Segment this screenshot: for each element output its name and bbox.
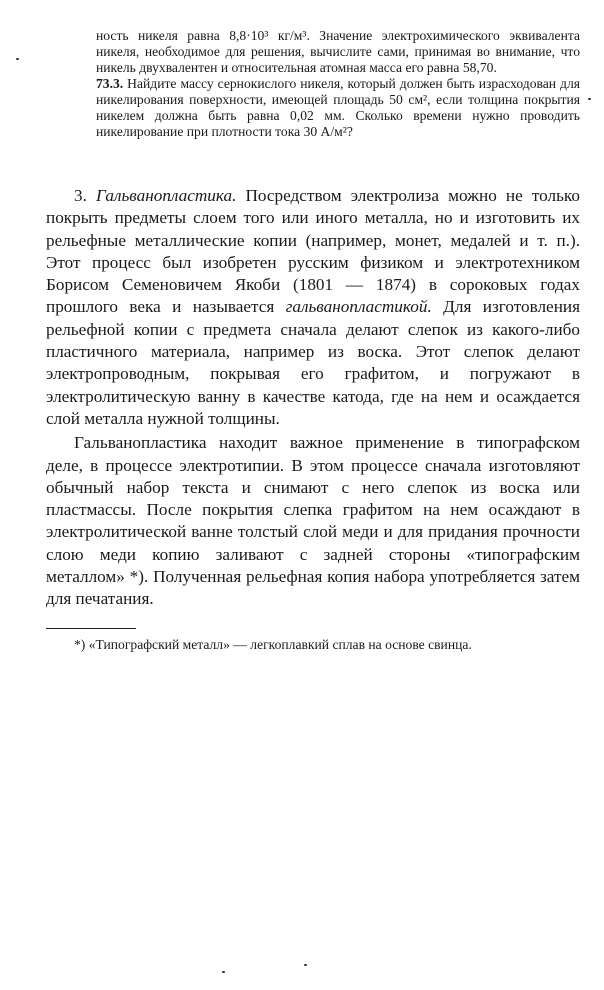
print-speck [16, 58, 19, 60]
paragraph-1-part-2: Для изготовления рельефной копии с предмета сначала делают слепок из какого-либо пластичного материала, например из воска. Этот слепок делают электропроводным, покрывая его графитом, и погружают в электролитическую ванну в качестве катода, где на нем и осаждается слой металла нужной толщины. [46, 297, 580, 428]
paragraph-1-part-1: Посредством электролиза можно не только покрыть предметы слоем того или иного металла, но и изготовить их рельефные металлические копии (например, монет, медалей и т. п.). Этот процесс был изобретен русским физиком и электротехником Борисом Семеновичем Якоби (1801 — 1874) в сороковых годах прошлого века и называется [46, 186, 581, 317]
section-title: Гальванопластика. [96, 186, 237, 205]
print-speck [588, 98, 591, 100]
problem-continuation [96, 28, 580, 76]
paragraph-1 [46, 185, 580, 430]
footnote [46, 636, 580, 653]
problem-text: Найдите массу сернокислого никеля, который должен быть израсходован для никелирования поверхности, имеющей площадь 50 см², если толщина покрытия никелем должна быть равна 0,02 мм. Сколько времени нужно проводить никелирование при плотности тока 30 А/м²? [96, 76, 580, 139]
paragraph-1-term: гальванопластикой. [285, 297, 432, 317]
print-speck [304, 964, 307, 966]
section-galvanoplastics [46, 185, 580, 611]
paragraph-2: Гальванопластика находит важное применение в типографском деле, в процессе электротипии. В этом процессе сначала изготовляют обычный набор текста и снимают с него слепок из воска или пластмассы. После покрытия слепка графитом на нем осаждают в электролитической ванне толстый слой меди и для придания прочности слою меди копию заливают с задней стороны «типографским металлом» *). Полученная рельефная копия набора употребляется затем для печатания. [46, 433, 580, 609]
print-speck [222, 971, 225, 973]
problem-number: 73.3. [96, 76, 124, 91]
footnote-divider [46, 628, 136, 629]
section-number: 3. [74, 186, 87, 205]
footnote-text: *) «Типографский металл» — легкоплавкий сплав на основе свинца. [74, 637, 472, 652]
problem-block [96, 28, 580, 140]
problem-continuation-text: ность никеля равна 8,8·10³ кг/м³. Значение электрохимического эквивалента никеля, необходимое для решения, вычислите сами, принимая во внимание, что никель двухвалентен и относительная атомная масса его равна 58,70. [96, 28, 580, 75]
problem-73-3 [96, 76, 580, 140]
